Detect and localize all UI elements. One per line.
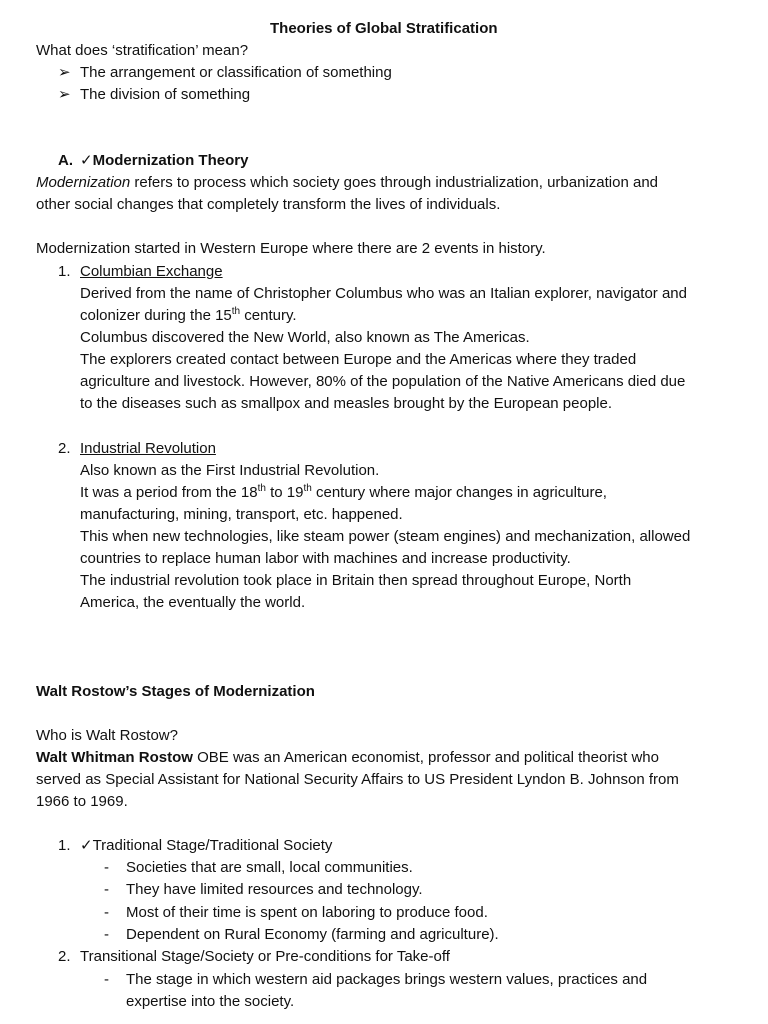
event-line-text: colonizer during the 15 bbox=[80, 307, 232, 324]
event-line bbox=[80, 307, 297, 325]
intro-bullet-text: The division of something bbox=[80, 86, 251, 103]
dash-bullet: - bbox=[104, 926, 109, 943]
section-letter: A. bbox=[58, 152, 73, 169]
event-line-text: century. bbox=[240, 307, 297, 324]
event-line: to the diseases such as smallpox and measles brought by the European people. bbox=[80, 395, 613, 412]
definition-line: other social changes that completely transform the lives of individuals. bbox=[36, 196, 501, 213]
rostow-bio-line bbox=[36, 749, 659, 767]
arrow-bullet-icon: ➢ bbox=[58, 64, 71, 81]
dash-bullet: - bbox=[104, 904, 109, 921]
dash-bullet: - bbox=[104, 971, 109, 988]
stage-title: Transitional Stage/Society or Pre-conditions for Take-off bbox=[80, 948, 450, 965]
stage-item: Societies that are small, local communities. bbox=[126, 859, 413, 876]
event-line: agriculture and livestock. However, 80% of the population of the Native Americans died due bbox=[80, 373, 686, 390]
event-number: 1. bbox=[58, 263, 71, 280]
check-icon: ✓ bbox=[80, 152, 93, 169]
event-line: countries to replace human labor with machines and increase productivity. bbox=[80, 550, 571, 567]
stage-title-line bbox=[80, 837, 332, 855]
ordinal-suffix: th bbox=[303, 483, 312, 494]
rostow-heading: Walt Rostow’s Stages of Modernization bbox=[36, 683, 315, 700]
event-line: Also known as the First Industrial Revolution. bbox=[80, 462, 380, 479]
event-line: The industrial revolution took place in Britain then spread throughout Europe, North bbox=[80, 572, 632, 589]
stage-number: 1. bbox=[58, 837, 71, 854]
stage-item: They have limited resources and technology. bbox=[126, 881, 423, 898]
intro-question: What does ‘stratification’ mean? bbox=[36, 42, 249, 59]
intro-bullet bbox=[58, 86, 250, 104]
event-line-text: to 19 bbox=[265, 484, 304, 501]
event-line: This when new technologies, like steam power (steam engines) and mechanization, allowed bbox=[80, 528, 691, 545]
section-a-title: Modernization Theory bbox=[92, 152, 249, 169]
ordinal-suffix: th bbox=[231, 306, 241, 317]
stage-title: Traditional Stage/Traditional Society bbox=[92, 837, 333, 854]
stage-item: Dependent on Rural Economy (farming and agriculture). bbox=[126, 926, 499, 943]
event-line bbox=[80, 484, 607, 502]
rostow-bio-line: served as Special Assistant for National Security Affairs to US President Lyndon B. Johnson from bbox=[36, 771, 679, 788]
rostow-bio-text: OBE was an American economist, professor and political theorist who bbox=[192, 749, 659, 766]
event-line: The explorers created contact between Europe and the Americas where they traded bbox=[80, 351, 637, 368]
dash-bullet: - bbox=[104, 881, 109, 898]
stage-number: 2. bbox=[58, 948, 71, 965]
event-title: Columbian Exchange bbox=[80, 263, 223, 280]
ordinal-suffix: th bbox=[257, 483, 266, 494]
event-line: Derived from the name of Christopher Columbus who was an Italian explorer, navigator and bbox=[80, 285, 687, 302]
event-line-text: It was a period from the 18 bbox=[80, 484, 258, 501]
check-icon: ✓ bbox=[80, 837, 93, 854]
event-line: Columbus discovered the New World, also known as The Americas. bbox=[80, 329, 530, 346]
dash-bullet: - bbox=[104, 859, 109, 876]
arrow-bullet-icon: ➢ bbox=[58, 86, 71, 103]
event-number: 2. bbox=[58, 440, 71, 457]
event-title: Industrial Revolution bbox=[80, 440, 216, 457]
doc-title: Theories of Global Stratification bbox=[270, 20, 498, 37]
definition-line bbox=[36, 174, 658, 192]
intro-bullet bbox=[58, 64, 392, 82]
event-line: manufacturing, mining, transport, etc. happened. bbox=[80, 506, 403, 523]
definition-text: refers to process which society goes through industrialization, urbanization and bbox=[130, 174, 659, 191]
event-line-text: century where major changes in agriculture, bbox=[311, 484, 607, 501]
intro-bullet-text: The arrangement or classification of something bbox=[80, 64, 392, 81]
stage-item: Most of their time is spent on laboring to produce food. bbox=[126, 904, 488, 921]
event-line: America, the eventually the world. bbox=[80, 594, 306, 611]
rostow-bio-line: 1966 to 1969. bbox=[36, 793, 128, 810]
definition-term: Modernization bbox=[36, 174, 131, 191]
rostow-question: Who is Walt Rostow? bbox=[36, 727, 178, 744]
section-a-heading bbox=[58, 152, 248, 170]
stage-item: expertise into the society. bbox=[126, 993, 295, 1010]
stage-item: The stage in which western aid packages brings western values, practices and bbox=[126, 971, 648, 988]
events-intro: Modernization started in Western Europe where there are 2 events in history. bbox=[36, 240, 546, 257]
rostow-name: Walt Whitman Rostow bbox=[36, 749, 193, 766]
